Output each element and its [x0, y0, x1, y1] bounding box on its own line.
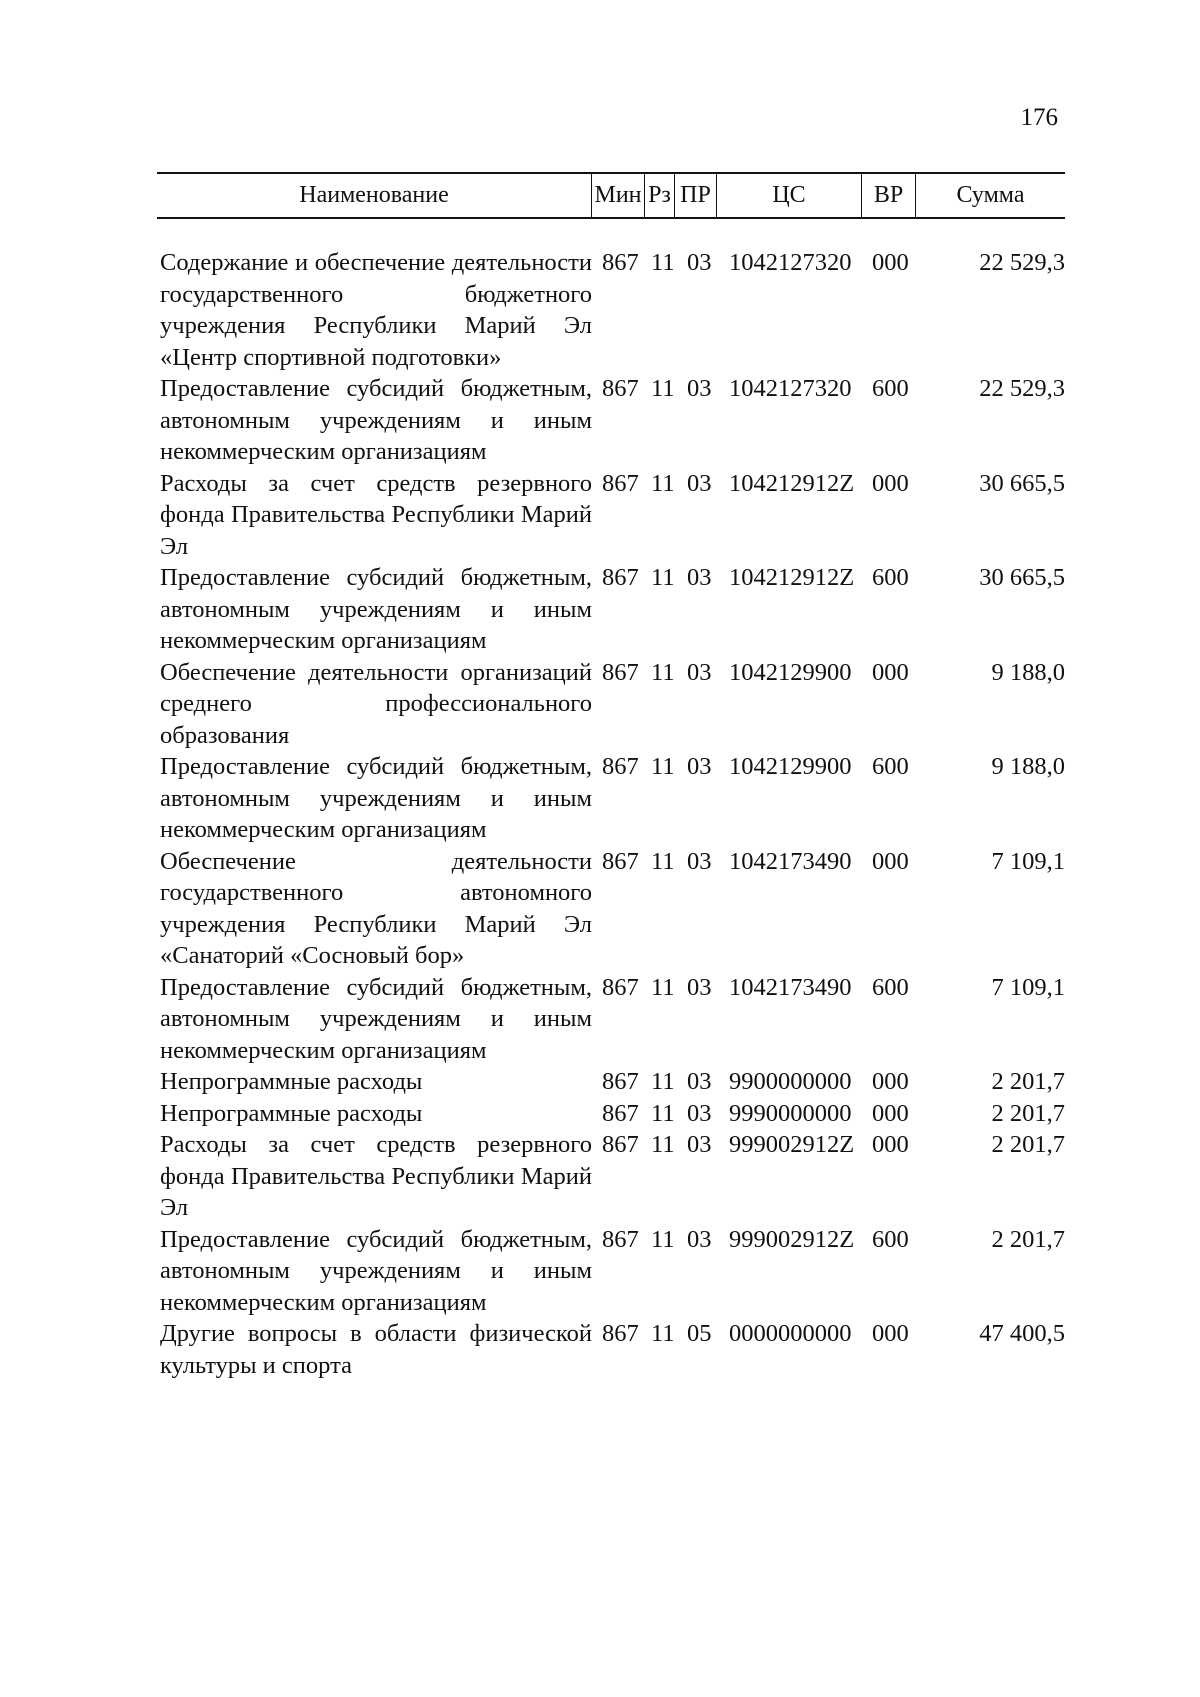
row-vr: 000 — [872, 847, 909, 875]
header-pr: ПР — [674, 174, 716, 217]
table-row — [160, 1066, 1065, 1098]
row-name: Предоставление субсидий бюджетным, автономным учреждениям и иным некоммерческим организациям — [160, 753, 592, 843]
header-cs: ЦС — [716, 174, 861, 217]
row-name: Обеспечение деятельности государственного автономного учреждения Республики Марий Эл «Санаторий «Сосновый бор» — [160, 847, 592, 969]
row-rz: 11 — [651, 469, 675, 497]
row-sum: 7 109,1 — [991, 973, 1065, 1001]
header-name: Наименование — [299, 182, 449, 208]
row-cs: 999002912Z — [729, 1131, 855, 1158]
row-min: 867 — [602, 1068, 639, 1095]
row-vr: 000 — [872, 249, 909, 276]
row-pr: 03 — [687, 249, 712, 276]
row-min: 867 — [602, 847, 639, 875]
row-pr: 03 — [687, 847, 712, 875]
row-sum: 22 529,3 — [979, 375, 1065, 402]
row-min: 867 — [602, 1320, 639, 1347]
row-name: Предоставление субсидий бюджетным, автономным учреждениям и иным некоммерческим организациям — [160, 1225, 592, 1316]
table-row — [160, 468, 1065, 563]
row-cs: 0000000000 — [729, 1320, 852, 1347]
row-rz: 11 — [651, 1099, 675, 1127]
row-pr: 03 — [687, 658, 712, 686]
row-vr: 600 — [872, 753, 909, 780]
row-name: Обеспечение деятельности организаций среднего профессионального образования — [160, 658, 592, 749]
row-vr: 000 — [872, 1320, 909, 1347]
row-pr: 03 — [687, 1225, 712, 1253]
row-rz: 11 — [651, 564, 675, 591]
row-pr: 03 — [687, 1099, 712, 1127]
row-name: Непрограммные расходы — [160, 1099, 423, 1127]
row-pr: 03 — [687, 375, 712, 402]
row-pr: 03 — [687, 1068, 712, 1095]
row-vr: 600 — [872, 564, 909, 591]
table-row — [160, 846, 1065, 972]
row-min: 867 — [602, 375, 639, 402]
row-min: 867 — [602, 1131, 639, 1158]
row-vr: 000 — [872, 1068, 909, 1095]
row-sum: 2 201,7 — [991, 1131, 1065, 1158]
row-sum: 2 201,7 — [991, 1099, 1065, 1127]
table-row — [160, 751, 1065, 846]
table-row — [160, 972, 1065, 1067]
row-sum: 30 665,5 — [979, 564, 1065, 591]
row-rz: 11 — [651, 973, 675, 1001]
row-values — [160, 562, 1065, 594]
row-name: Непрограммные расходы — [160, 1068, 423, 1095]
row-name: Другие вопросы в области физической культуры и спорта — [160, 1320, 592, 1379]
row-values — [160, 1129, 1065, 1161]
row-values — [160, 247, 1065, 279]
row-rz: 11 — [651, 658, 675, 686]
row-sum: 47 400,5 — [979, 1320, 1065, 1347]
row-values — [160, 1098, 1065, 1130]
header-sum: Сумма — [915, 174, 1065, 217]
row-sum: 2 201,7 — [991, 1068, 1065, 1095]
row-cs: 1042129900 — [729, 753, 852, 780]
row-rz: 11 — [651, 753, 675, 780]
header-vr: ВР — [861, 174, 915, 217]
row-sum: 2 201,7 — [991, 1225, 1065, 1253]
table-header — [157, 172, 1065, 219]
row-pr: 05 — [687, 1320, 712, 1347]
header-rz: Рз — [644, 174, 674, 217]
row-pr: 03 — [687, 973, 712, 1001]
row-vr: 000 — [872, 469, 909, 497]
row-name: Предоставление субсидий бюджетным, автономным учреждениям и иным некоммерческим организациям — [160, 375, 592, 465]
row-values — [160, 657, 1065, 689]
row-cs: 9990000000 — [729, 1099, 852, 1127]
table-body — [160, 247, 1065, 1381]
row-values — [160, 373, 1065, 405]
row-rz: 11 — [651, 1320, 675, 1347]
row-rz: 11 — [651, 1225, 675, 1253]
row-rz: 11 — [651, 1131, 675, 1158]
row-min: 867 — [602, 564, 639, 591]
row-rz: 11 — [651, 1068, 675, 1095]
row-values — [160, 972, 1065, 1004]
row-pr: 03 — [687, 564, 712, 591]
row-cs: 104212912Z — [729, 564, 855, 591]
row-sum: 9 188,0 — [991, 658, 1065, 686]
row-cs: 999002912Z — [729, 1225, 855, 1253]
row-values — [160, 1066, 1065, 1098]
row-vr: 000 — [872, 658, 909, 686]
table-row — [160, 1098, 1065, 1130]
row-min: 867 — [602, 658, 639, 686]
row-name: Расходы за счет средств резервного фонда Правительства Республики Марий Эл — [160, 1131, 592, 1221]
row-values — [160, 751, 1065, 783]
row-values — [160, 468, 1065, 500]
table-row — [160, 373, 1065, 468]
row-pr: 03 — [687, 753, 712, 780]
row-cs: 1042127320 — [729, 375, 852, 402]
row-name: Предоставление субсидий бюджетным, автономным учреждениям и иным некоммерческим организациям — [160, 564, 592, 654]
table-row — [160, 1224, 1065, 1319]
row-cs: 9900000000 — [729, 1068, 852, 1095]
row-sum: 7 109,1 — [991, 847, 1065, 875]
table-row — [160, 247, 1065, 373]
row-min: 867 — [602, 469, 639, 497]
row-sum: 9 188,0 — [991, 753, 1065, 780]
row-values — [160, 846, 1065, 878]
row-cs: 1042173490 — [729, 847, 852, 875]
row-pr: 03 — [687, 1131, 712, 1158]
row-min: 867 — [602, 973, 639, 1001]
row-vr: 600 — [872, 1225, 909, 1253]
row-min: 867 — [602, 753, 639, 780]
row-values — [160, 1224, 1065, 1256]
header-min: Мин — [591, 174, 644, 217]
row-cs: 104212912Z — [729, 469, 855, 497]
row-cs: 1042173490 — [729, 973, 852, 1001]
table-row — [160, 657, 1065, 752]
row-name: Содержание и обеспечение деятельности государственного бюджетного учреждения Республики Марий Эл «Центр спортивной подготовки» — [160, 249, 592, 371]
row-rz: 11 — [651, 375, 675, 402]
row-sum: 22 529,3 — [979, 249, 1065, 276]
row-vr: 600 — [872, 973, 909, 1001]
row-min: 867 — [602, 249, 639, 276]
row-vr: 000 — [872, 1131, 909, 1158]
row-rz: 11 — [651, 847, 675, 875]
row-sum: 30 665,5 — [979, 469, 1065, 497]
row-min: 867 — [602, 1099, 639, 1127]
row-cs: 1042129900 — [729, 658, 852, 686]
row-min: 867 — [602, 1225, 639, 1253]
row-rz: 11 — [651, 249, 675, 276]
row-cs: 1042127320 — [729, 249, 852, 276]
row-vr: 000 — [872, 1099, 909, 1127]
row-pr: 03 — [687, 469, 712, 497]
table-row — [160, 1129, 1065, 1224]
table-row — [160, 562, 1065, 657]
row-values — [160, 1318, 1065, 1350]
table-row — [160, 1318, 1065, 1381]
row-vr: 600 — [872, 375, 909, 402]
page-number: 176 — [1020, 104, 1058, 131]
row-name: Предоставление субсидий бюджетным, автономным учреждениям и иным некоммерческим организациям — [160, 973, 592, 1064]
row-name: Расходы за счет средств резервного фонда Правительства Республики Марий Эл — [160, 469, 592, 560]
